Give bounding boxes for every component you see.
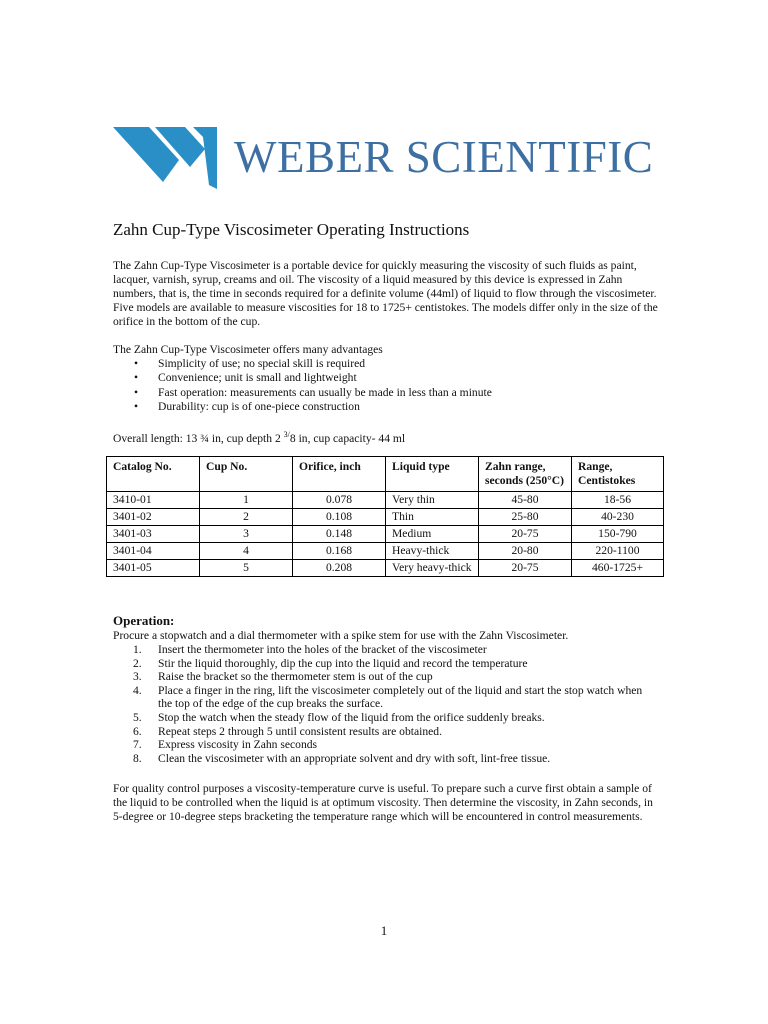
- column-header: Orifice, inch: [293, 457, 386, 492]
- table-cell: 45-80: [479, 492, 572, 509]
- table-cell: 5: [200, 560, 293, 577]
- list-item: 1. Insert the thermometer into the holes of the bracket of the viscosimeter: [133, 643, 487, 656]
- step-number: 7.: [133, 738, 142, 752]
- table-cell: 0.148: [293, 526, 386, 543]
- list-item: • Durability: cup is of one-piece construction: [134, 400, 360, 414]
- step-number: 4.: [133, 683, 142, 697]
- list-item: 6. Repeat steps 2 through 5 until consistent results are obtained.: [133, 724, 442, 738]
- table-cell: Heavy-thick: [386, 543, 479, 560]
- table-cell: 0.168: [293, 543, 386, 560]
- table-cell: 3401-05: [107, 560, 200, 577]
- table-cell: Medium: [386, 526, 479, 543]
- advantages-lead: The Zahn Cup-Type Viscosimeter offers many advantages: [113, 343, 383, 356]
- column-header: Zahn range, seconds (250°C): [479, 457, 572, 492]
- list-item: • Simplicity of use; no special skill is required: [134, 357, 366, 370]
- list-item: • Convenience; unit is small and lightweight: [134, 371, 357, 385]
- overall-dimensions: Overall length: 13 ¾ in, cup depth 2 $^{3/}$8 in, cup capacity- 44 ml: [113, 430, 406, 445]
- logo-wordmark: WEBER SCIENTIFIC: [234, 132, 654, 182]
- step-number: 6.: [133, 724, 142, 738]
- column-header: Range, Centistokes: [572, 457, 664, 492]
- table-cell: 20-75: [479, 560, 572, 577]
- logo-mark-icon: [113, 127, 233, 191]
- intro-paragraph: The Zahn Cup-Type Viscosimeter is a portable device for quickly measuring the viscosity of such fluids as paint, lacquer, varnish, syrup, creams and oil. The viscosity of a liquid measured by this device is expressed in Zahn numbers, that is, the time in seconds required for a definite volume (44ml) of liquid to flow through the viscosimeter. Five models are available to measure viscosities for 18 to 1725+ centistokes. The models differ only in the size of the orifice in the bottom of the cup.: [113, 259, 658, 328]
- table-row: [107, 560, 664, 577]
- table-cell: 220-1100: [572, 543, 664, 560]
- table-cell: 0.108: [293, 509, 386, 526]
- table-cell: 2: [200, 509, 293, 526]
- quality-control-paragraph: For quality control purposes a viscosity-temperature curve is useful. To prepare such a curve first obtain a sample of the liquid to be controlled when the liquid is at optimum viscosity. Then determine the viscosity, in Zahn seconds, in 5-degree or 10-degree steps bracketing the temperature range which will be encountered in control measurements.: [113, 782, 653, 823]
- table-cell: 460-1725+: [572, 560, 664, 577]
- table-cell: Very thin: [386, 492, 479, 509]
- table-header-row: [107, 457, 664, 492]
- column-header: Cup No.: [200, 457, 293, 492]
- table-cell: 40-230: [572, 509, 664, 526]
- weber-scientific-logo: [113, 127, 673, 191]
- table-row: [107, 492, 664, 509]
- table-cell: Very heavy-thick: [386, 560, 479, 577]
- models-table: [106, 456, 664, 577]
- list-item: 4. Place a finger in the ring, lift the viscosimeter completely out of the liquid and start the stop watch when the top of the edge of the cup breaks the surface.: [133, 683, 643, 711]
- table-row: [107, 543, 664, 560]
- table-cell: 3401-02: [107, 509, 200, 526]
- list-item: 7. Express viscosity in Zahn seconds: [133, 738, 318, 752]
- table-row: [107, 526, 664, 543]
- list-item: 5. Stop the watch when the steady flow of the liquid from the orifice suddenly breaks.: [133, 710, 545, 724]
- list-item: 8. Clean the viscosimeter with an appropriate solvent and dry with soft, lint-free tissue.: [133, 751, 551, 765]
- bullet-icon: •: [134, 357, 139, 370]
- step-number: 5.: [133, 710, 142, 724]
- advantages-list: [113, 357, 492, 415]
- table-cell: 3410-01: [107, 492, 200, 509]
- table-cell: 0.208: [293, 560, 386, 577]
- table-cell: 3401-04: [107, 543, 200, 560]
- step-number: 1.: [133, 643, 142, 656]
- step-number: 8.: [133, 751, 142, 765]
- table-cell: 4: [200, 543, 293, 560]
- table-cell: 20-75: [479, 526, 572, 543]
- column-header: Liquid type: [386, 457, 479, 492]
- bullet-icon: •: [134, 371, 139, 385]
- list-item: 3. Raise the bracket so the thermometer stem is out of the cup: [133, 670, 433, 684]
- table-cell: 25-80: [479, 509, 572, 526]
- operation-lead: Procure a stopwatch and a dial thermometer with a spike stem for use with the Zahn Viscosimeter.: [113, 629, 569, 642]
- column-header: Catalog No.: [107, 457, 200, 492]
- table-cell: 20-80: [479, 543, 572, 560]
- step-number: 3.: [133, 670, 142, 684]
- list-item: 2. Stir the liquid thoroughly, dip the cup into the liquid and record the temperature: [133, 656, 528, 670]
- operation-steps: [113, 643, 658, 765]
- step-number: 2.: [133, 656, 142, 670]
- table-cell: 3: [200, 526, 293, 543]
- table-row: [107, 509, 664, 526]
- page-number: 1: [380, 923, 388, 938]
- list-item: • Fast operation: measurements can usually be made in less than a minute: [134, 385, 492, 399]
- bullet-icon: •: [134, 385, 139, 399]
- bullet-icon: •: [134, 400, 139, 414]
- page-title: Zahn Cup-Type Viscosimeter Operating Instructions: [113, 220, 470, 239]
- table-cell: Thin: [386, 509, 479, 526]
- operation-heading: Operation:: [113, 613, 175, 628]
- table-cell: 3401-03: [107, 526, 200, 543]
- table-cell: 0.078: [293, 492, 386, 509]
- table-cell: 18-56: [572, 492, 664, 509]
- table-cell: 1: [200, 492, 293, 509]
- table-cell: 150-790: [572, 526, 664, 543]
